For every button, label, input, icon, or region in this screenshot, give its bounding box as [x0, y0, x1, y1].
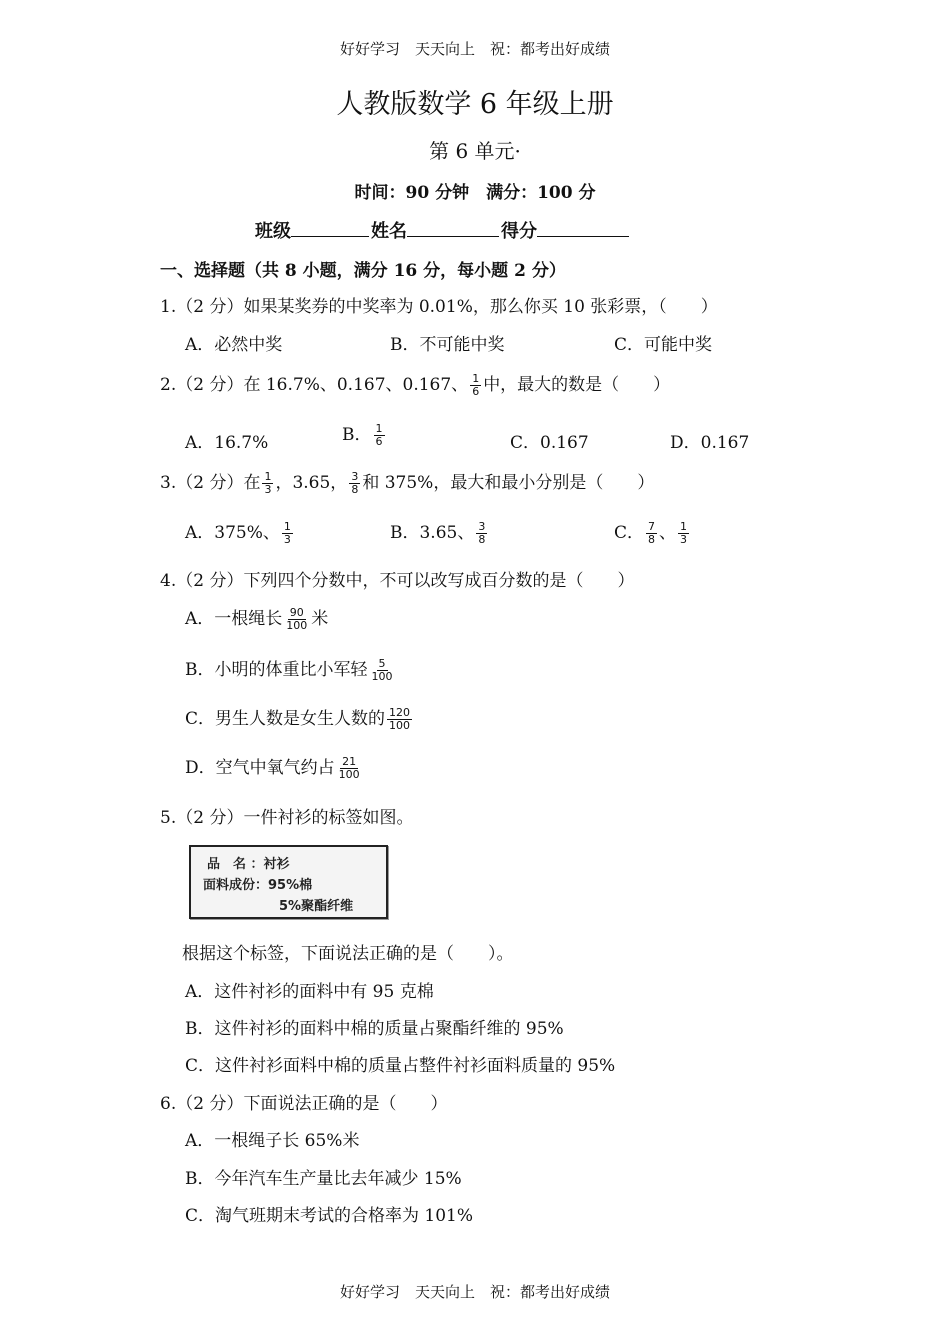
question-5-stem: 5.（2 分）一件衬衫的标签如图。 — [160, 808, 414, 828]
question-6-option-b[interactable]: B．今年汽车生产量比去年减少 15% — [185, 1169, 462, 1189]
question-1-option-c[interactable]: C．可能中奖 — [614, 335, 713, 355]
question-3-option-b[interactable]: B．3.65、 $\frac{3}{8}$ — [390, 520, 486, 546]
name-label: 姓名 — [371, 221, 407, 242]
score-label: 得分 — [501, 221, 537, 242]
question-2-option-a[interactable]: A．16.7% — [185, 433, 269, 453]
question-6-option-c[interactable]: C．淘气班期末考试的合格率为 101% — [185, 1206, 474, 1226]
shirt-label-image — [189, 845, 388, 919]
question-3-option-a[interactable]: A．375%、 $\frac{1}{3}$ — [185, 520, 291, 546]
question-2-option-b[interactable]: B． $\frac{1}{6}$ — [342, 422, 383, 448]
question-4-stem: 4.（2 分）下列四个分数中，不可以改写成百分数的是（ ） — [160, 571, 635, 591]
label-line-name: 品 名 ：衬衫 — [207, 857, 290, 872]
header-motto: 好好学习 天天向上 祝：都考出好成绩 — [339, 40, 610, 58]
document-title: 人教版数学 6 年级上册 — [336, 89, 614, 120]
question-5-prompt: 根据这个标签，下面说法正确的是（ ）。 — [182, 944, 514, 964]
question-4-option-b[interactable]: B．小明的体重比小军轻 $\frac{5}{100}$ — [185, 657, 393, 683]
footer-motto: 好好学习 天天向上 祝：都考出好成绩 — [339, 1283, 610, 1301]
student-fields — [255, 217, 631, 243]
question-5-option-b[interactable]: B．这件衬衫的面料中棉的质量占聚酯纤维的 95% — [185, 1019, 564, 1039]
question-3-stem: 3.（2 分）在 $\frac{1}{3}$ ，3.65， $\frac{3}{8}$ 和 375%，最大和最小分别是（ ） — [160, 470, 655, 496]
fraction: $\frac{1}{6}$ — [472, 372, 480, 398]
label-line-polyester: 5%聚酯纤维 — [279, 899, 354, 914]
question-4-option-d[interactable]: D．空气中氧气约占 $\frac{21}{100}$ — [185, 755, 360, 781]
class-label: 班级 — [255, 221, 291, 242]
class-blank[interactable] — [291, 218, 369, 237]
question-1-option-b[interactable]: B．不可能中奖 — [390, 335, 505, 355]
question-2-stem — [160, 370, 670, 398]
question-2-text: 2.（2 分）在 16.7%、0.167、0.167、 — [160, 375, 469, 395]
question-6-stem: 6.（2 分）下面说法正确的是（ ） — [160, 1094, 448, 1114]
unit-title: 第 6 单元· — [429, 139, 521, 163]
question-1-stem: 1.（2 分）如果某奖券的中奖率为 0.01%，那么你买 10 张彩票，（ ） — [160, 297, 718, 317]
section-heading: 一、选择题（共 8 小题，满分 16 分，每小题 2 分） — [160, 261, 566, 281]
question-2-option-d[interactable]: D．0.167 — [670, 433, 750, 453]
score-blank[interactable] — [537, 218, 629, 237]
question-4-option-c[interactable]: C．男生人数是女生人数的 $\frac{120}{100}$ — [185, 706, 411, 732]
question-4-option-a[interactable]: A．一根绳长 $\frac{90}{100}$ 米 — [185, 606, 329, 632]
question-6-option-a[interactable]: A．一根绳子长 65%米 — [185, 1131, 360, 1151]
question-2-option-c[interactable]: C．0.167 — [510, 433, 589, 453]
question-3-option-c[interactable]: C． $\frac{7}{8}$ 、 $\frac{1}{3}$ — [614, 520, 688, 546]
label-line-material: 面料成份：95%棉 — [203, 878, 313, 893]
name-blank[interactable] — [407, 218, 499, 237]
question-5-option-c[interactable]: C．这件衬衫面料中棉的质量占整件衬衫面料质量的 95% — [185, 1056, 616, 1076]
question-1-option-a[interactable]: A．必然中奖 — [185, 335, 283, 355]
question-2-text-end: 中，最大的数是（ ） — [483, 375, 671, 395]
question-5-option-a[interactable]: A．这件衬衫的面料中有 95 克棉 — [185, 982, 434, 1002]
exam-info: 时间：90 分钟 满分：100 分 — [354, 183, 596, 203]
